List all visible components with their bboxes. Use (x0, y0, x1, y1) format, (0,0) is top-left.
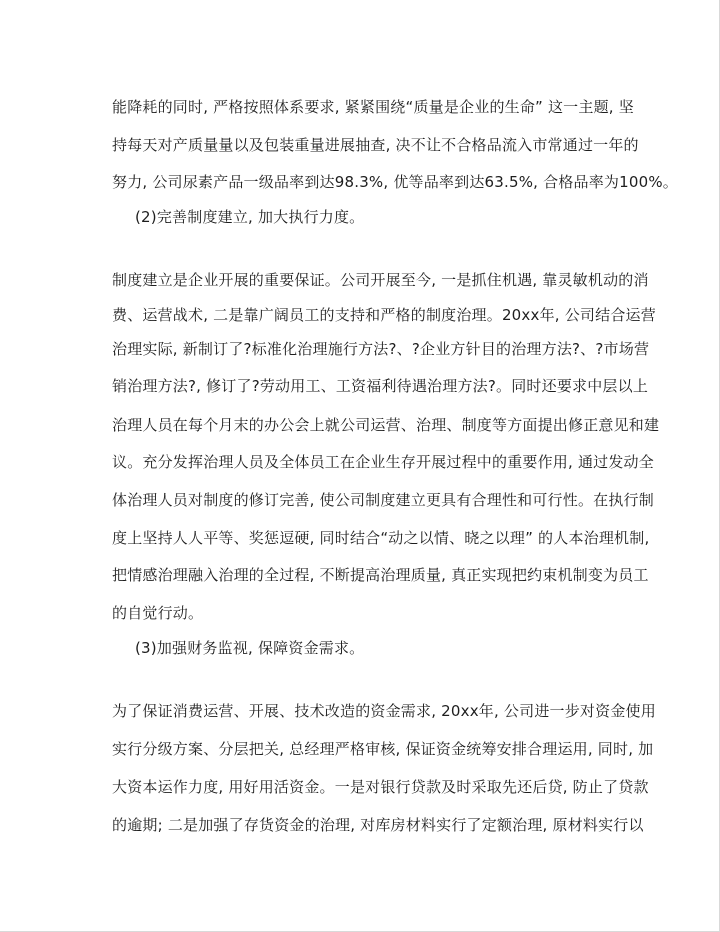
paragraph-2-line-5: 治理人员在每个月末的办公会上就公司运营、治理、制度等方面提出修正意见和建 (112, 416, 660, 434)
paragraph-3-line-2: 实行分级方案、分层把关, 总经理严格审核, 保证资金统筹安排合理运用, 同时, 加 (112, 740, 654, 758)
paragraph-2-line-1: 制度建立是企业开展的重要保证。公司开展至今, 一是抓住机遇, 靠灵敏机动的消 (112, 271, 649, 289)
paragraph-2-line-9: 把情感治理融入治理的全过程, 不断提高治理质量, 真正实现把约束机制变为员工 (112, 566, 649, 584)
paragraph-2-line-3: 治理实际, 新制订了?标准化治理施行方法?、?企业方针目的治理方法?、?市场营 (112, 340, 650, 358)
paragraph-2-line-4: 销治理方法?, 修订了?劳动用工、工资福利待遇治理方法?。同时还要求中层以上 (112, 377, 649, 395)
paragraph-2-line-6: 议。充分发挥治理人员及全体员工在企业生存开展过程中的重要作用, 通过发动全 (112, 453, 654, 471)
paragraph-3-line-4: 的逾期; 二是加强了存货资金的治理, 对库房材料实行了定额治理, 原材料实行以 (112, 816, 644, 834)
paragraph-2-line-10: 的自觉行动。 (112, 604, 204, 622)
paragraph-1-line-2: 持每天对产质量量以及包装重量进展抽查, 决不让不合格品流入市常通过一年的 (112, 136, 639, 154)
paragraph-1-line-1: 能降耗的同时, 严格按照体系要求, 紧紧围绕“质量是企业的生命” 这一主题, 坚 (112, 98, 634, 116)
paragraph-2-line-2: 费、运营战术, 二是靠广阔员工的支持和严格的制度治理。20xx年, 公司结合运营 (112, 306, 656, 324)
section-heading-3: (3)加强财务监视, 保障资金需求。 (135, 639, 365, 657)
paragraph-3-line-3: 大资本运作力度, 用好用活资金。一是对银行贷款及时采取先还后贷, 防止了贷款 (112, 778, 649, 796)
paragraph-1-line-3: 努力, 公司尿素产品一级品率到达98.3%, 优等品率到达63.5%, 合格品率为100%。 (112, 173, 678, 191)
section-heading-2: (2)完善制度建立, 加大执行力度。 (135, 208, 365, 226)
paragraph-2-line-8: 度上坚持人人平等、奖惩逗硬, 同时结合“动之以情、晓之以理” 的人本治理机制, (112, 529, 650, 547)
paragraph-2-line-7: 体治理人员对制度的修订完善, 使公司制度建立更具有合理性和可行性。在执行制 (112, 491, 654, 509)
paragraph-3-line-1: 为了保证消费运营、开展、技术改造的资金需求, 20xx年, 公司进一步对资金使用 (112, 702, 656, 720)
